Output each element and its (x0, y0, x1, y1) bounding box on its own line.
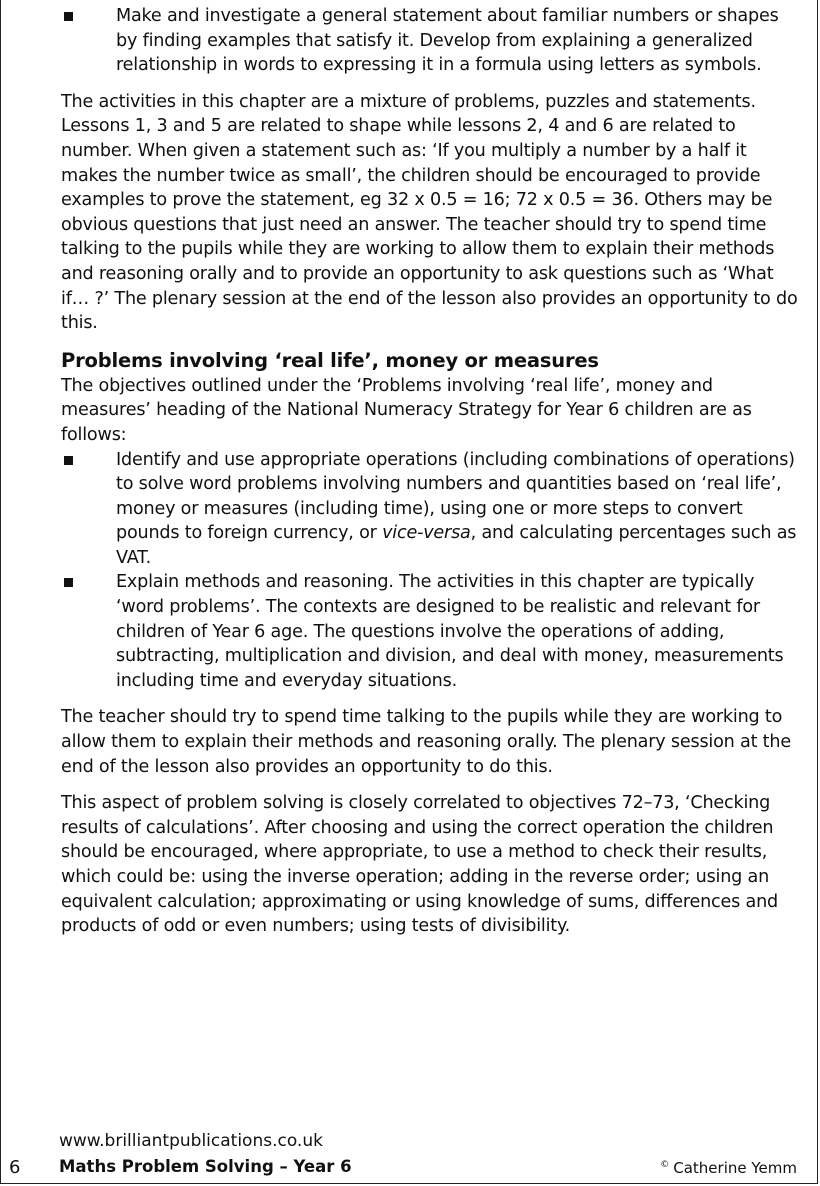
paragraph-checking: This aspect of problem solving is closely correlated to objectives 72–73, ‘Checking results of calculations’. After choosing and using the correct operation the children should be encouraged, where appropriate, to use a method to check their results, which could be: using the inverse operation; adding in the reverse order; using an equivalent calculation; approximating or using knowledge of sums, differences and products of odd or even numbers; using tests of divisibility. (61, 793, 779, 937)
bullet-item (61, 448, 801, 571)
main-content (61, 4, 801, 939)
bullet-text: Explain methods and reasoning. The activities in this chapter are typically ‘word problems’. The contexts are designed to be realistic and relevant for children of Year 6 age. The questions involve the operations of adding, subtracting, multiplication and division, and deal with money, measurements including time and everyday situations. (116, 572, 784, 691)
author-name: Catherine Yemm (673, 1159, 797, 1177)
copyright-icon: © (660, 1160, 670, 1170)
bullet-item (61, 4, 801, 78)
bullet-text: Make and investigate a general statement about familiar numbers or shapes by finding examples that satisfy it. Develop from explaining a generalized relationship in words to expressing it in a formula using letters as symbols. (116, 6, 779, 76)
book-title: Maths Problem Solving – Year 6 (59, 1157, 352, 1176)
section-heading: Problems involving ‘real life’, money or measures (61, 348, 599, 372)
bullet-item (61, 570, 801, 693)
bullet-text (116, 448, 801, 571)
paragraph-intro: The objectives outlined under the ‘Problems involving ‘real life’, money and measures’ heading of the National Numeracy Strategy for Year 6 children are as follows: (61, 375, 752, 445)
footer-url: www.brilliantpublications.co.uk (59, 1131, 323, 1151)
paragraph-activities: The activities in this chapter are a mixture of problems, puzzles and statements. Lessons 1, 3 and 5 are related to shape while lessons 2, 4 and 6 are related to number. When given a statement such as: ‘If you multiply a number by a half it makes the number twice as small’, the children should be encouraged to provide examples to prove the statement, eg 32 x 0.5 = 16; 72 x 0.5 = 36. Others may be obvious questions that just need an answer. The teacher should try to spend time talking to the pupils while they are working to allow them to explain their methods and reasoning orally and to provide an opportunity to ask questions such as ‘What if… ?’ The plenary session at the end of the lesson also provides an opportunity to do this. (61, 91, 798, 334)
square-bullet-icon (61, 570, 116, 693)
square-bullet-icon (61, 4, 116, 78)
bullet-text-part: Identify and use appropriate operations (including combinations of operations) to solve word problems involving numbers and quantities based on ‘real life’, money or measures (including time), using one or more steps to convert pounds to foreign currency, or (116, 449, 795, 544)
paragraph-teacher: The teacher should try to spend time talking to the pupils while they are working to allow them to explain their methods and reasoning orally. The plenary session at the end of the lesson also provides an opportunity to do this. (61, 707, 791, 777)
italic-text: vice-versa (382, 523, 471, 544)
bullet-text-part: , and calculating percentages such as VAT. (116, 523, 797, 568)
copyright (660, 1159, 797, 1177)
page-number: 6 (9, 1157, 21, 1178)
square-bullet-icon (61, 448, 116, 571)
